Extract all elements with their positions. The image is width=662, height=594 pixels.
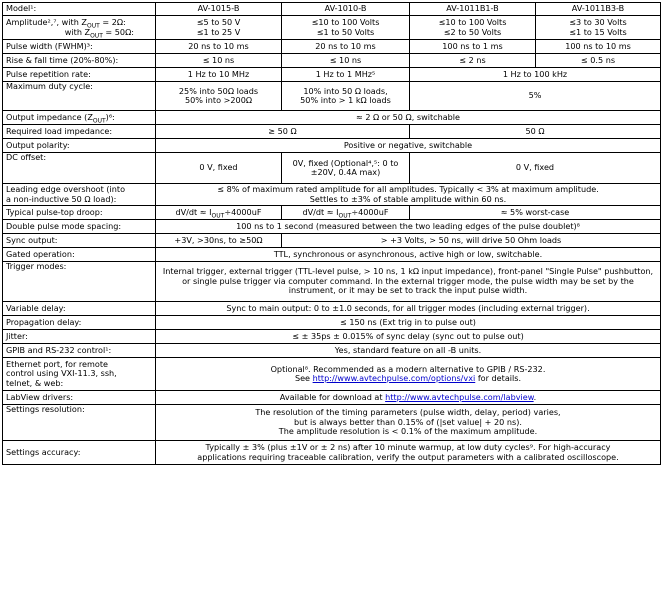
amplitude-value: ≤5 to 50 V ≤1 to 25 V	[156, 16, 282, 40]
row-gated	[3, 248, 661, 262]
variable-delay-label: Variable delay:	[3, 302, 156, 316]
resolution-label: Settings resolution:	[3, 405, 156, 441]
row-jitter	[3, 330, 661, 344]
prr-value: 1 Hz to 1 MHz⁵	[282, 68, 410, 82]
gated-label: Gated operation:	[3, 248, 156, 262]
overshoot-label: Leading edge overshoot (into a non-inductive 50 Ω load):	[3, 184, 156, 206]
rise-fall-value: ≤ 10 ns	[282, 54, 410, 68]
variable-delay-value: Sync to main output: 0 to ±1.0 seconds, for all trigger modes (including external trigger).	[156, 302, 661, 316]
labview-link[interactable]: http://www.avtechpulse.com/labview	[385, 391, 534, 402]
row-gpib	[3, 344, 661, 358]
row-ethernet	[3, 358, 661, 391]
duty-value: 10% into 50 Ω loads, 50% into > 1 kΩ loads	[282, 82, 410, 111]
propagation-delay-value: ≤ 150 ns (Ext trig in to pulse out)	[156, 316, 661, 330]
prr-value: 1 Hz to 10 MHz	[156, 68, 282, 82]
row-load-impedance	[3, 125, 661, 139]
load-impedance-value: ≥ 50 Ω	[156, 125, 410, 139]
accuracy-value: Typically ± 3% (plus ±1V or ± 2 ns) after 10 minute warmup, at low duty cycles⁹. For high-accuracy applications requiring traceable calibration, verify the output parameters with a calibrated oscilloscope.	[156, 441, 661, 465]
pulse-width-value: 20 ns to 10 ms	[156, 40, 282, 54]
amplitude-label: Amplitude²,⁷, with $Z_{OUT} = 2\Omega$: with $Z_{OUT} = 50\Omega$:	[3, 16, 156, 40]
prr-label: Pulse repetition rate:	[3, 68, 156, 82]
trigger-value: Internal trigger, external trigger (TTL-level pulse, > 10 ns, 1 kΩ input impedance), front-panel "Single Pulse" pushbutton, or single pulse trigger via computer command. In the external trigger mode, the pulse width may be set by the instrument, or it may be set to track the input pulse width.	[156, 262, 661, 302]
row-rise-fall	[3, 54, 661, 68]
prr-value: 1 Hz to 100 kHz	[410, 68, 661, 82]
labview-value: Available for download at http://www.avtechpulse.com/labview.	[156, 391, 661, 405]
ethernet-value: Optional⁸. Recommended as a modern alternative to GPIB / RS-232. See http://www.avtechpulse.com/options/vxi for details.	[156, 358, 661, 391]
resolution-value: The resolution of the timing parameters (pulse width, delay, period) varies, but is always better than 0.15% of (|set value| + 20 ns). The amplitude resolution is < 0.1% of the maximum amplitude.	[156, 405, 661, 441]
double-pulse-label: Double pulse mode spacing:	[3, 220, 156, 234]
sync-output-label: Sync output:	[3, 234, 156, 248]
gpib-value: Yes, standard feature on all -B units.	[156, 344, 661, 358]
model-name: AV-1011B1-B	[410, 3, 536, 16]
amplitude-value: ≤10 to 100 Volts ≤1 to 50 Volts	[282, 16, 410, 40]
gated-value: TTL, synchronous or asynchronous, active high or low, switchable.	[156, 248, 661, 262]
jitter-value: ≤ ± 35ps ± 0.015% of sync delay (sync out to pulse out)	[156, 330, 661, 344]
row-sync-output	[3, 234, 661, 248]
row-labview	[3, 391, 661, 405]
rise-fall-value: ≤ 0.5 ns	[536, 54, 661, 68]
accuracy-label: Settings accuracy:	[3, 441, 156, 465]
row-output-impedance	[3, 111, 661, 125]
amplitude-value: ≤10 to 100 Volts ≤2 to 50 Volts	[410, 16, 536, 40]
model-name: AV-1011B3-B	[536, 3, 661, 16]
dc-offset-value: 0 V, fixed	[156, 153, 282, 184]
amplitude-value: ≤3 to 30 Volts ≤1 to 15 Volts	[536, 16, 661, 40]
pulse-width-value: 20 ns to 10 ms	[282, 40, 410, 54]
duty-value: 5%	[410, 82, 661, 111]
row-droop	[3, 206, 661, 220]
overshoot-value: ≤ 8% of maximum rated amplitude for all amplitudes. Typically < 3% at maximum amplitude. Settles to ±3% of stable amplitude within 60 ns.	[156, 184, 661, 206]
row-double-pulse	[3, 220, 661, 234]
load-impedance-label: Required load impedance:	[3, 125, 156, 139]
vxi-options-link[interactable]: http://www.avtechpulse.com/options/vxi	[312, 373, 476, 383]
droop-label: Typical pulse-top droop:	[3, 206, 156, 220]
dc-offset-value: 0 V, fixed	[410, 153, 661, 184]
pulse-width-value: 100 ns to 10 ms	[536, 40, 661, 54]
droop-value: $dV/dt \approx I_{OUT}\div 4000uF$	[282, 206, 410, 220]
labview-label: LabView drivers:	[3, 391, 156, 405]
load-impedance-value: 50 Ω	[410, 125, 661, 139]
model-label: Model¹:	[3, 3, 156, 16]
row-overshoot	[3, 184, 661, 206]
row-propagation-delay	[3, 316, 661, 330]
model-name: AV-1015-B	[156, 3, 282, 16]
polarity-label: Output polarity:	[3, 139, 156, 153]
pulse-width-label: Pulse width (FWHM)³:	[3, 40, 156, 54]
pulse-width-value: 100 ns to 1 ms	[410, 40, 536, 54]
output-impedance-value: ≈ 2 Ω or 50 Ω, switchable	[156, 111, 661, 125]
sync-output-value: +3V, >30ns, to ≥50Ω	[156, 234, 282, 248]
row-resolution	[3, 405, 661, 441]
row-amplitude	[3, 16, 661, 40]
droop-value: ≈ 5% worst-case	[410, 206, 661, 220]
row-model	[3, 3, 661, 16]
row-accuracy	[3, 441, 661, 465]
gpib-label: GPIB and RS-232 control¹:	[3, 344, 156, 358]
row-trigger	[3, 262, 661, 302]
trigger-label: Trigger modes:	[3, 262, 156, 302]
duty-value: 25% into 50Ω loads 50% into >200Ω	[156, 82, 282, 111]
row-polarity	[3, 139, 661, 153]
spec-table	[2, 2, 661, 465]
jitter-label: Jitter:	[3, 330, 156, 344]
row-dc-offset	[3, 153, 661, 184]
output-impedance-label: Output impedance $(Z_{OUT})^6$:	[3, 111, 156, 125]
model-name: AV-1010-B	[282, 3, 410, 16]
row-prr	[3, 68, 661, 82]
dc-offset-label: DC offset:	[3, 153, 156, 184]
dc-offset-value: 0V, fixed (Optional⁴,⁵: 0 to ±20V, 0.4A max)	[282, 153, 410, 184]
row-duty	[3, 82, 661, 111]
rise-fall-label: Rise & fall time (20%-80%):	[3, 54, 156, 68]
rise-fall-value: ≤ 10 ns	[156, 54, 282, 68]
row-pulse-width	[3, 40, 661, 54]
row-variable-delay	[3, 302, 661, 316]
ethernet-label: Ethernet port, for remote control using VXI-11.3, ssh, telnet, & web:	[3, 358, 156, 391]
droop-value: $dV/dt \approx I_{OUT}\div 4000uF$	[156, 206, 282, 220]
sync-output-value: > +3 Volts, > 50 ns, will drive 50 Ohm loads	[282, 234, 661, 248]
rise-fall-value: ≤ 2 ns	[410, 54, 536, 68]
duty-label: Maximum duty cycle:	[3, 82, 156, 111]
double-pulse-value: 100 ns to 1 second (measured between the two leading edges of the pulse doublet)⁸	[156, 220, 661, 234]
propagation-delay-label: Propagation delay:	[3, 316, 156, 330]
polarity-value: Positive or negative, switchable	[156, 139, 661, 153]
